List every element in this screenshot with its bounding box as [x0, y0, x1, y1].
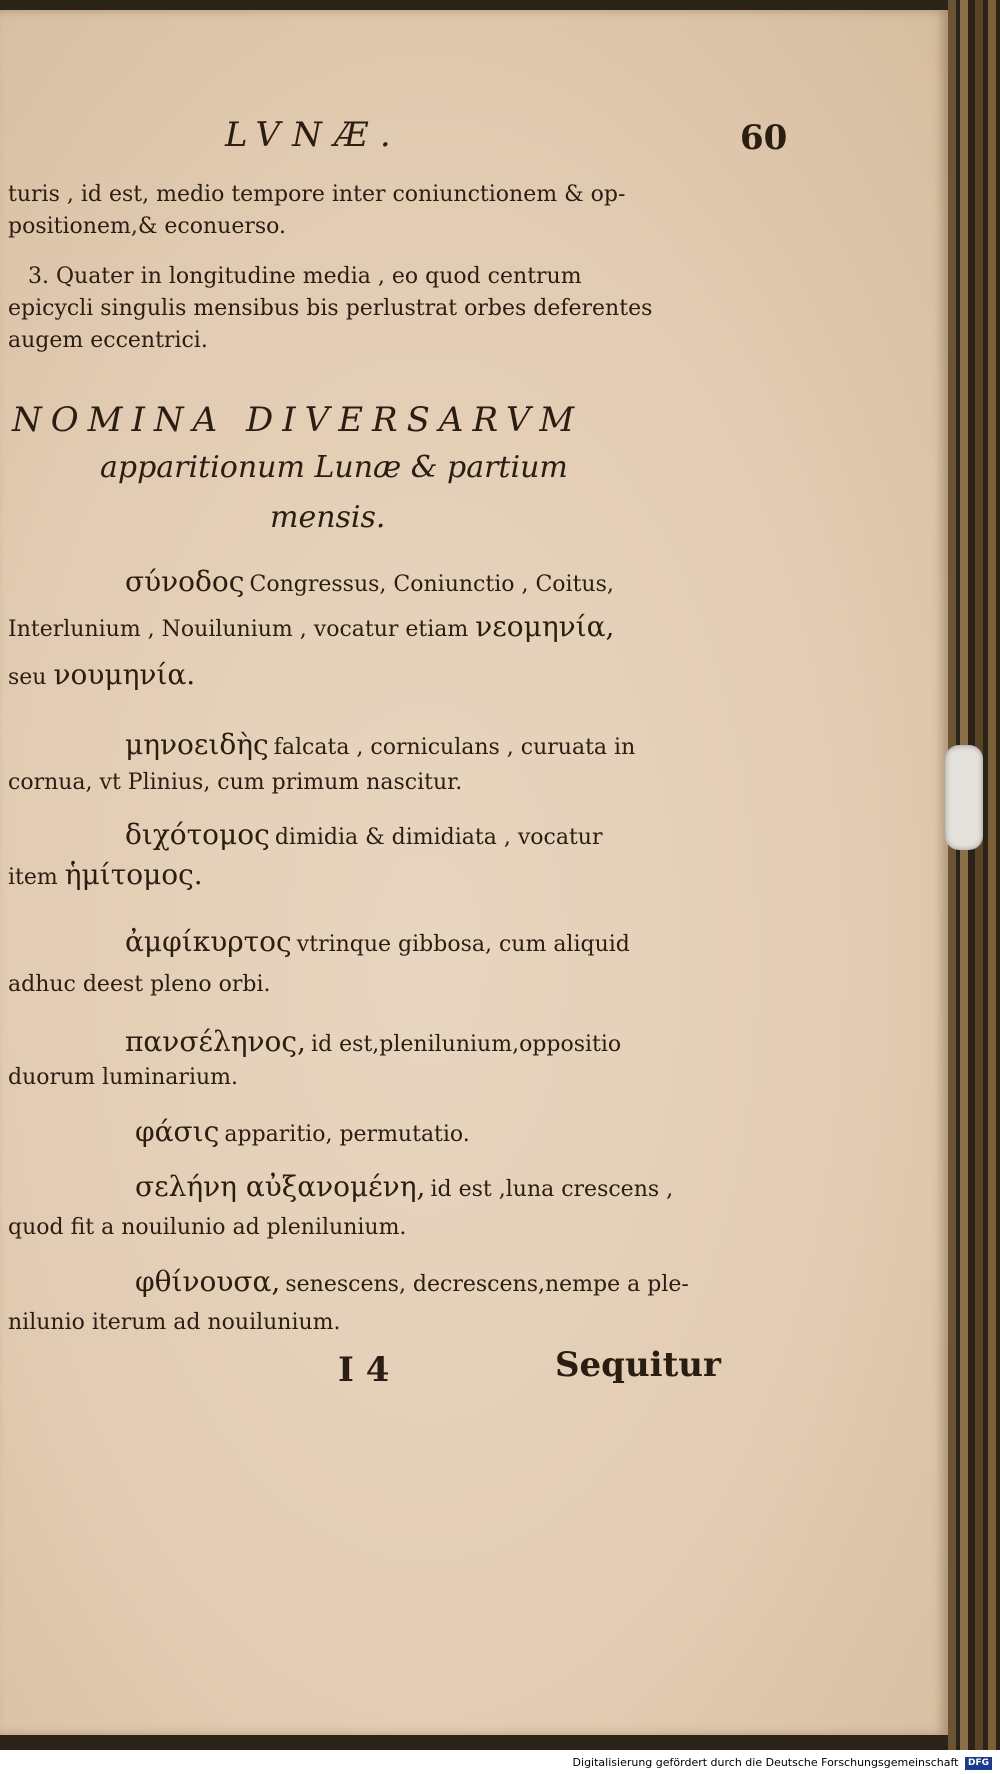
- book-edge: [948, 0, 956, 1750]
- greek-term: φθίνουσα,: [135, 1265, 281, 1298]
- section-heading-line: mensis.: [270, 500, 386, 535]
- dfg-logo: DFG: [965, 1757, 992, 1770]
- text-line: epicycli singulis mensibus bis perlustrat orbes deferentes: [8, 296, 653, 321]
- greek-term: πανσέληνος,: [125, 1025, 306, 1058]
- entry-line: [125, 1025, 621, 1060]
- entry-text: vtrinque gibbosa, cum aliquid: [296, 932, 630, 957]
- entry-line: nilunio iterum ad nouilunium.: [8, 1310, 341, 1335]
- entry-line: [125, 818, 603, 853]
- greek-term: φάσις: [135, 1115, 220, 1148]
- entry-line: [125, 565, 614, 600]
- entry-text: seu: [8, 665, 47, 690]
- entry-line: cornua, vt Plinius, cum primum nascitur.: [8, 770, 463, 795]
- entry-text: id est ,luna crescens ,: [430, 1177, 674, 1202]
- entry-line: adhuc deest pleno orbi.: [8, 972, 271, 997]
- section-heading-line: apparitionum Lunæ & partium: [100, 450, 568, 485]
- text-line: turis , id est, medio tempore inter coniunctionem & op-: [8, 182, 626, 207]
- entry-line: [125, 728, 635, 763]
- digitization-credit: [573, 1755, 992, 1771]
- greek-term: νεομηνία,: [475, 610, 615, 643]
- greek-term: νουμηνία.: [53, 658, 196, 691]
- credit-text: Digitalisierung gefördert durch die Deutsche Forschungsgemeinschaft: [572, 1756, 959, 1769]
- entry-line: [8, 612, 614, 645]
- entry-text: Congressus, Coniunctio , Coitus,: [249, 572, 614, 597]
- entry-text: apparitio, permutatio.: [224, 1122, 470, 1147]
- entry-text: falcata , corniculans , curuata in: [273, 735, 636, 760]
- book-edge: [988, 0, 996, 1750]
- page-clip: [945, 745, 983, 850]
- entry-line: [8, 860, 203, 893]
- entry-line: [135, 1115, 470, 1150]
- greek-term: διχότομος: [125, 818, 270, 851]
- book-edge: [960, 0, 968, 1750]
- greek-term: σελήνη αὐξανομένη,: [135, 1170, 426, 1203]
- entry-text: Interlunium , Nouilunium , vocatur etiam: [8, 617, 469, 642]
- entry-text: item: [8, 865, 58, 890]
- entry-text: dimidia & dimidiata , vocatur: [274, 825, 603, 850]
- entry-line: [135, 1265, 689, 1300]
- entry-line: duorum luminarium.: [8, 1065, 239, 1090]
- greek-term: ἀμφίκυρτος: [125, 925, 292, 958]
- catchword: Sequitur: [555, 1345, 721, 1385]
- entry-text: senescens, decrescens,nempe a ple-: [285, 1272, 689, 1297]
- section-heading: NOMINA DIVERSARVM: [12, 400, 584, 440]
- greek-term: σύνοδος: [125, 565, 245, 598]
- book-edge: [975, 0, 983, 1750]
- entry-line: [8, 660, 195, 693]
- entry-line: quod fit a nouilunio ad plenilunium.: [8, 1215, 407, 1240]
- greek-term: μηνοειδὴς: [125, 728, 269, 761]
- text-line: 3. Quater in longitudine media , eo quod centrum: [28, 264, 582, 289]
- entry-text: id est,plenilunium,oppositio: [311, 1032, 622, 1057]
- entry-line: [135, 1170, 673, 1205]
- text-line: augem eccentrici.: [8, 328, 208, 353]
- text-line: positionem,& econuerso.: [8, 214, 286, 239]
- running-head: LVNÆ.: [225, 115, 403, 155]
- entry-line: [125, 925, 630, 960]
- signature-mark: I 4: [338, 1350, 390, 1390]
- greek-term: ἡμίτομος.: [64, 858, 203, 891]
- page-number: 60: [740, 118, 788, 158]
